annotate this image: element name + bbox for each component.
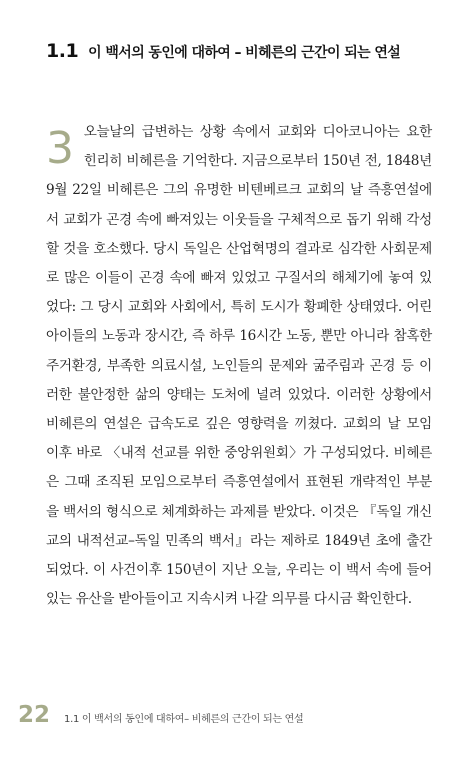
paragraph-text: 오늘날의 급변하는 상황 속에서 교회와 디아코니아는 요한 힌리히 비헤른을 기억한다. 지금으로부터 150년 전, 1848년 9월 22일 비헤른은 그의 유명한 비텐베르크 교회의 날 즉흥연설에서 교회가 곤경 속에 빠져있는 이웃들을 구체적으로 돕기 위해 각성할 것을 호소했다. 당시 독일은 산업혁명의 결과로 심각한 사회문제로 많은 이들이 곤경 속에 빠져 있었고 구질서의 해체기에 놓여 있었다: 그 당시 교회와 사회에서, 특히 도시가 황폐한 상태였다. 어린아이들의 노동과 장시간, 즉 하루 16시간 노동, 뿐만 아니라 참혹한 주거환경, 부족한 의료시설, 노인들의 문제와 굶주림과 곤경 등 이러한 불안정한 삶의 양태는 도처에 널려 있었다. 이러한 상황에서 비헤른의 연설은 급속도로 깊은 영향력을 끼쳤다. 교회의 날 모임 이후 바로 〈내적 선교를 위한 중앙위원회〉가 구성되었다. 비헤른은 그때 조직된 모임으로부터 즉흥연설에서 표현된 개략적인 부분을 백서의 형식으로 체계화하는 과제를 받았다. 이것은 『독일 개신교의 내적선교–독일 민족의 백서』라는 제하로 1849년 초에 출간되었다. 이 사건이후 150년이 지난 오늘, 우리는 이 백서 속에 들어있는 유산을 받아들이고 지속시켜 나갈 의무를 다시금 확인한다. <box>46 124 432 608</box>
body-paragraph <box>46 118 432 614</box>
page-number: 22 <box>18 702 51 728</box>
section-number: 1.1 <box>46 40 79 62</box>
page-footer <box>18 702 303 728</box>
paragraph-number: 3 <box>46 123 74 174</box>
running-title: 1.1 이 백서의 동인에 대하여– 비헤른의 근간이 되는 연설 <box>64 714 304 725</box>
section-heading <box>46 40 446 62</box>
section-title: 이 백서의 동인에 대하여 – 비헤른의 근간이 되는 연설 <box>88 45 401 61</box>
